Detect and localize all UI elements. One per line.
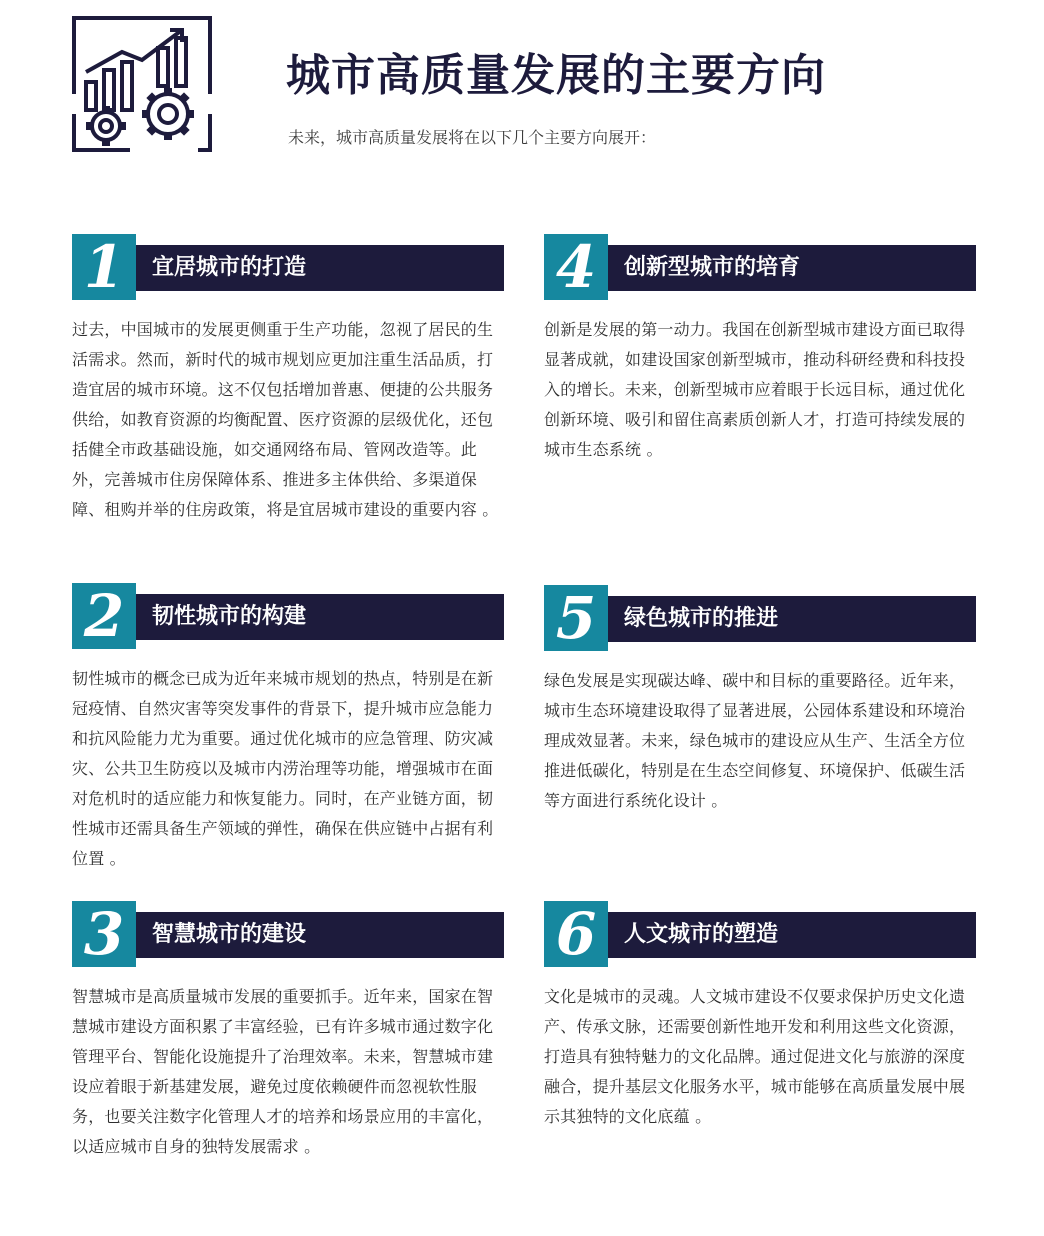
section-number-badge: 1 [72,234,136,300]
section-header [72,583,504,649]
section-3 [72,901,504,1162]
section-title: 宜居城市的打造 [152,255,307,280]
section-body: 韧性城市的概念已成为近年来城市规划的热点，特别是在新冠疫情、自然灾害等突发事件的背景下，提升城市应急能力和抗风险能力尤为重要。通过优化城市的应急管理、防灾减灾、公共卫生防疫以及城市内涝治理等功能，增强城市在面对危机时的适应能力和恢复能力。同时，在产业链方面，韧性城市还需具备生产领域的弹性，确保在供应链中占据有利位置 。 [72,669,494,868]
section-title: 智慧城市的建设 [152,922,307,947]
chart-gears-icon [70,14,214,158]
section-6 [544,901,976,1132]
section-body: 创新是发展的第一动力。我国在创新型城市建设方面已取得显著成就，如建设国家创新型城市，推动科研经费和科技投入的增长。未来，创新型城市应着眼于长远目标，通过优化创新环境、吸引和留住高素质创新人才，打造可持续发展的城市生态系统 。 [544,320,966,459]
page-title: 城市高质量发展的主要方向 [286,50,826,101]
page-subtitle: 未来，城市高质量发展将在以下几个主要方向展开： [288,128,657,147]
section-header [544,585,976,651]
section-header [72,901,504,967]
section-body: 文化是城市的灵魂。人文城市建设不仅要求保护历史文化遗产、传承文脉，还需要创新性地开发和利用这些文化资源，打造具有独特魅力的文化品牌。通过促进文化与旅游的深度融合，提升基层文化服务水平，城市能够在高质量发展中展示其独特的文化底蕴 。 [544,987,966,1126]
section-4 [544,234,976,465]
section-number-badge: 6 [544,901,608,967]
section-header [544,234,976,300]
section-title: 人文城市的塑造 [624,922,779,947]
section-header [72,234,504,300]
section-header [544,901,976,967]
section-title: 韧性城市的构建 [152,604,307,629]
section-body: 过去，中国城市的发展更侧重于生产功能，忽视了居民的生活需求。然而，新时代的城市规划应更加注重生活品质，打造宜居的城市环境。这不仅包括增加普惠、便捷的公共服务供给，如教育资源的均衡配置、医疗资源的层级优化，还包括健全市政基础设施，如交通网络布局、管网改造等。此外，完善城市住房保障体系、推进多主体供给、多渠道保障、租购并举的住房政策，将是宜居城市建设的重要内容 。 [72,320,499,519]
section-title: 绿色城市的推进 [624,606,779,631]
section-title: 创新型城市的培育 [624,255,801,280]
section-2 [72,583,504,874]
section-body: 绿色发展是实现碳达峰、碳中和目标的重要路径。近年来，城市生态环境建设取得了显著进展，公园体系建设和环境治理成效显著。未来，绿色城市的建设应从生产、生活全方位推进低碳化，特别是在生态空间修复、环境保护、低碳生活等方面进行系统化设计 。 [544,671,966,810]
section-number-badge: 2 [72,583,136,649]
section-1 [72,234,504,525]
section-number-badge: 5 [544,585,608,651]
section-5 [544,585,976,816]
section-body: 智慧城市是高质量城市发展的重要抓手。近年来，国家在智慧城市建设方面积累了丰富经验，已有许多城市通过数字化管理平台、智能化设施提升了治理效率。未来，智慧城市建设应着眼于新基建发展，避免过度依赖硬件而忽视软性服务，也要关注数字化管理人才的培养和场景应用的丰富化，以适应城市自身的独特发展需求 。 [72,987,494,1156]
section-number-badge: 3 [72,901,136,967]
section-number-badge: 4 [544,234,608,300]
